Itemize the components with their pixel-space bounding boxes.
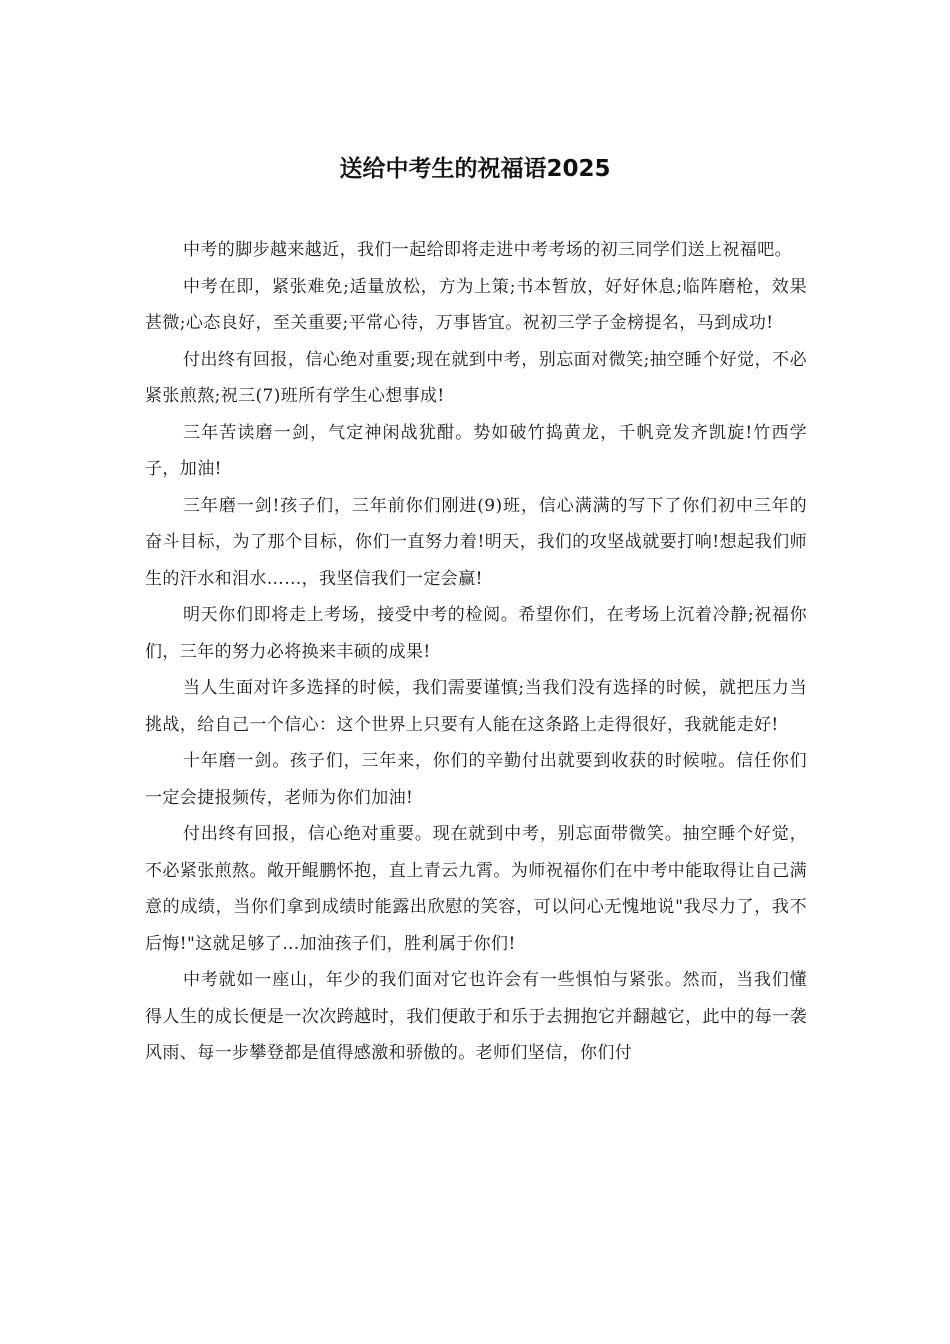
paragraph: 三年苦读磨一剑，气定神闲战犹酣。势如破竹捣黄龙，千帆竞发齐凯旋!竹西学子，加油! (145, 422, 807, 479)
paragraph: 中考就如一座山，年少的我们面对它也许会有一些惧怕与紧张。然而，当我们懂得人生的成长便是一次次跨越时，我们便敢于和乐于去拥抱它并翻越它，此中的每一袭风雨、每一步攀登都是值得感激和骄傲的。老师们坚信，你们付 (145, 970, 807, 1063)
document-title: 送给中考生的祝福语2025 (339, 156, 611, 182)
paragraph: 明天你们即将走上考场，接受中考的检阅。希望你们，在考场上沉着冷静;祝福你们，三年的努力必将换来丰硕的成果! (145, 605, 807, 662)
paragraph: 三年磨一剑!孩子们，三年前你们刚进(9)班，信心满满的写下了你们初中三年的奋斗目标，为了那个目标，你们一直努力着!明天，我们的攻坚战就要打响!想起我们师生的汗水和泪水……，我坚信我们一定会赢! (145, 495, 807, 589)
paragraph: 付出终有回报，信心绝对重要。现在就到中考，别忘面带微笑。抽空睡个好觉，不必紧张煎熬。敞开鲲鹏怀抱，直上青云九霄。为师祝福你们在中考中能取得让自己满意的成绩，当你们拿到成绩时能露出欣慰的笑容，可以问心无愧地说"我尽力了，我不后悔!"这就足够了…加油孩子们，胜利属于你们! (145, 824, 807, 954)
paragraph: 当人生面对许多选择的时候，我们需要谨慎;当我们没有选择的时候，就把压力当挑战，给自己一个信心：这个世界上只要有人能在这条路上走得很好，我就能走好! (145, 678, 807, 735)
document-body (145, 232, 807, 1072)
paragraph: 中考的脚步越来越近，我们一起给即将走进中考考场的初三同学们送上祝福吧。 (183, 240, 792, 260)
paragraph: 付出终有回报，信心绝对重要;现在就到中考，别忘面对微笑;抽空睡个好觉，不必紧张煎熬;祝三(7)班所有学生心想事成! (145, 349, 807, 406)
paragraph: 中考在即，紧张难免;适量放松，方为上策;书本暂放，好好休息;临阵磨枪，效果甚微;心态良好，至关重要;平常心待，万事皆宜。祝初三学子金榜提名，马到成功! (145, 276, 807, 333)
paragraph: 十年磨一剑。孩子们，三年来，你们的辛勤付出就要到收获的时候啦。信任你们一定会捷报频传，老师为你们加油! (145, 751, 807, 808)
